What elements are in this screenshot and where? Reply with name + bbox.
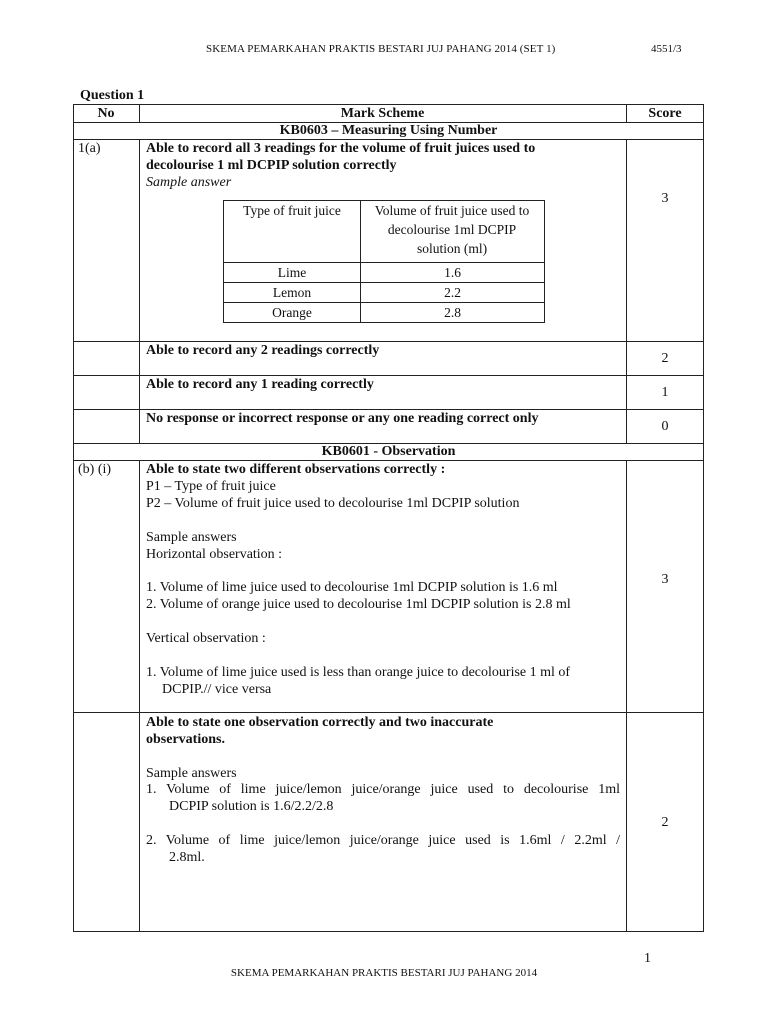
inner-cell-volume: 2.2 bbox=[444, 285, 461, 300]
section-heading-kb0603: KB0603 – Measuring Using Number bbox=[279, 123, 498, 138]
table-rule bbox=[139, 460, 140, 932]
horizontal-answer-2: 2. Volume of orange juice used to decolourise 1ml DCPIP solution is 2.8 ml bbox=[146, 597, 571, 612]
criterion-two-observations: Able to state two different observations correctly : bbox=[146, 462, 446, 477]
column-header-score: Score bbox=[648, 106, 682, 121]
inner-cell-type: Orange bbox=[272, 305, 312, 320]
vertical-observation-label: Vertical observation : bbox=[146, 631, 266, 646]
table-rule bbox=[626, 460, 627, 932]
section-heading-kb0601: KB0601 - Observation bbox=[321, 444, 456, 459]
page-footer: SKEMA PEMARKAHAN PRAKTIS BESTARI JUJ PAHANG 2014 bbox=[230, 967, 538, 979]
question-title: Question 1 bbox=[80, 88, 145, 103]
point-p2: P2 – Volume of fruit juice used to decolourise 1ml DCPIP solution bbox=[146, 496, 520, 511]
criterion-one-observation-continued: observations. bbox=[146, 732, 225, 747]
criterion-2-readings: Able to record any 2 readings correctly bbox=[146, 343, 380, 358]
inner-cell-type: Lime bbox=[277, 265, 307, 280]
table-rule bbox=[139, 139, 140, 443]
inner-header-volume: Volume of fruit juice used to decolourise 1ml DCPIP solution (ml) bbox=[374, 203, 530, 256]
inner-cell-type: Lemon bbox=[272, 285, 312, 300]
inner-cell-volume: 1.6 bbox=[444, 265, 461, 280]
score-2: 2 bbox=[661, 815, 669, 830]
sample-answer-label: Sample answer bbox=[146, 175, 232, 190]
inner-cell-volume: 2.8 bbox=[444, 305, 461, 320]
table-rule bbox=[73, 931, 704, 932]
criterion-1-reading: Able to record any 1 reading correctly bbox=[146, 377, 374, 392]
page-number: 1 bbox=[644, 951, 651, 966]
criterion-one-observation: Able to state one observation correctly and two inaccurate bbox=[146, 715, 494, 730]
point-p1: P1 – Type of fruit juice bbox=[146, 479, 276, 494]
horizontal-answer-1: 1. Volume of lime juice used to decolourise 1ml DCPIP solution is 1.6 ml bbox=[146, 580, 558, 595]
sample-answer-1-continued: DCPIP solution is 1.6/2.2/2.8 bbox=[169, 799, 334, 814]
sample-answer-2-continued: 2.8ml. bbox=[169, 850, 205, 865]
row-number-b-i: (b) (i) bbox=[78, 462, 112, 477]
column-header-mark-scheme: Mark Scheme bbox=[340, 106, 425, 121]
column-header-no: No bbox=[97, 106, 115, 121]
horizontal-observation-label: Horizontal observation : bbox=[146, 547, 283, 562]
score-2: 2 bbox=[661, 351, 669, 366]
score-0: 0 bbox=[661, 419, 669, 434]
mark-scheme-table bbox=[73, 104, 704, 932]
score-1: 1 bbox=[661, 385, 669, 400]
vertical-answer-1: 1. Volume of lime juice used is less than orange juice to decolourise 1 ml of bbox=[146, 665, 571, 680]
table-rule bbox=[73, 712, 704, 713]
sample-answer-1: 1. Volume of lime juice/lemon juice/orange juice used to decolourise 1ml bbox=[146, 782, 620, 797]
sample-answers-label: Sample answers bbox=[146, 530, 237, 545]
score-3: 3 bbox=[661, 572, 669, 587]
table-rule bbox=[73, 104, 74, 932]
header-paper-code: 4551/3 bbox=[651, 43, 682, 55]
criterion-no-response: No response or incorrect response or any one reading correct only bbox=[146, 411, 539, 426]
table-rule bbox=[703, 104, 704, 932]
score-3: 3 bbox=[661, 191, 669, 206]
vertical-answer-1-continued: DCPIP.// vice versa bbox=[162, 682, 272, 697]
criterion-3-readings: Able to record all 3 readings for the volume of fruit juices used to decolourise 1 ml DCPIP solution correctly bbox=[146, 141, 536, 173]
row-number-1a: 1(a) bbox=[78, 141, 101, 156]
inner-header-type: Type of fruit juice bbox=[243, 203, 341, 218]
header-title: SKEMA PEMARKAHAN PRAKTIS BESTARI JUJ PAHANG 2014 (SET 1) bbox=[206, 43, 556, 55]
sample-answer-2: 2. Volume of lime juice/lemon juice/orange juice used is 1.6ml / 2.2ml / bbox=[146, 833, 620, 848]
sample-answers-label: Sample answers bbox=[146, 766, 237, 781]
sample-readings-table bbox=[223, 200, 545, 323]
